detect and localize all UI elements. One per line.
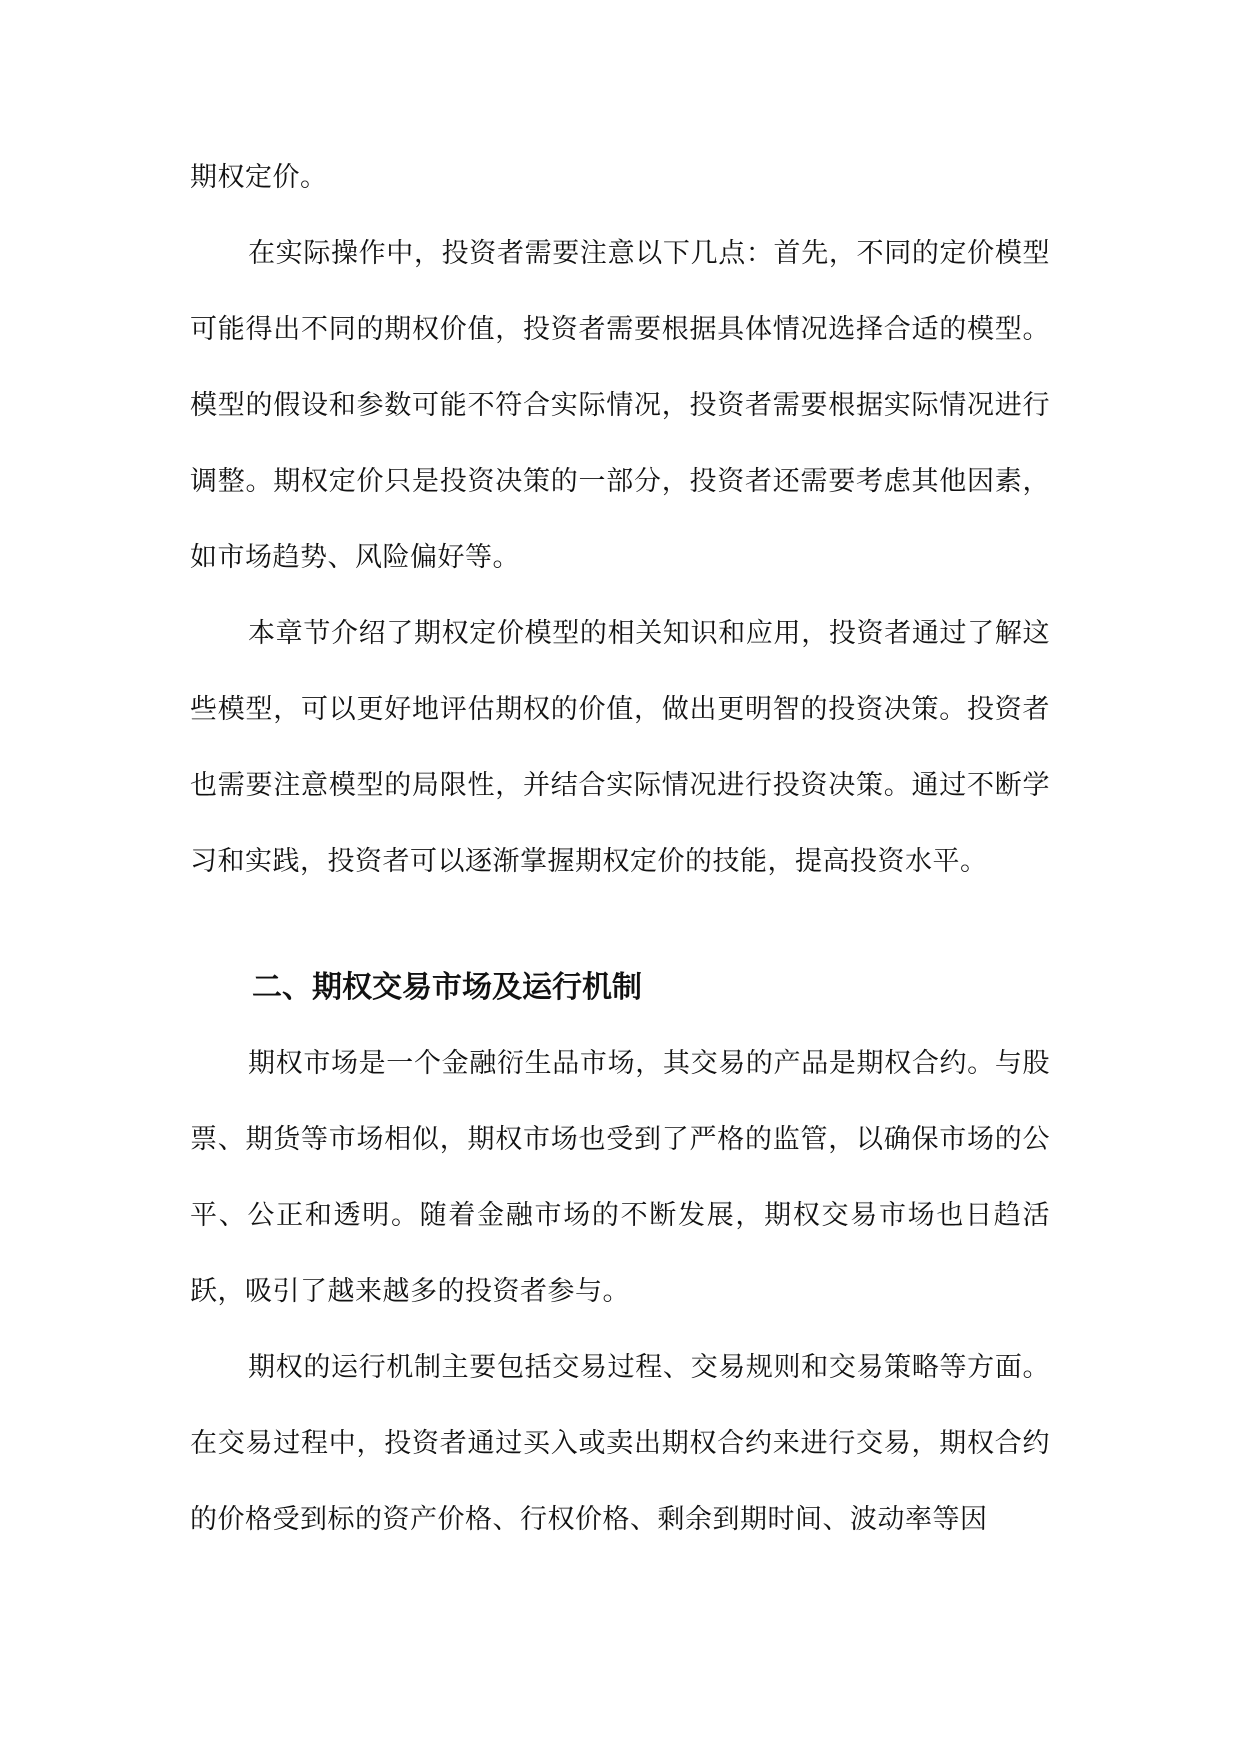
document-body xyxy=(190,140,1050,1558)
section-heading: 二、期权交易市场及运行机制 xyxy=(252,970,642,1005)
paragraph-practical-notes: 在实际操作中，投资者需要注意以下几点：首先，不同的定价模型可能得出不同的期权价值，投资者需要根据具体情况选择合适的模型。模型的假设和参数可能不符合实际情况，投资者需要根据实际情况进行调整。期权定价只是投资决策的一部分，投资者还需要考虑其他因素，如市场趋势、风险偏好等。 xyxy=(190,238,1050,573)
paragraph-chapter-summary: 本章节介绍了期权定价模型的相关知识和应用，投资者通过了解这些模型，可以更好地评估期权的价值，做出更明智的投资决策。投资者也需要注意模型的局限性，并结合实际情况进行投资决策。通过不断学习和实践，投资者可以逐渐掌握期权定价的技能，提高投资水平。 xyxy=(190,618,1050,877)
paragraph-operating-mechanism: 期权的运行机制主要包括交易过程、交易规则和交易策略等方面。在交易过程中，投资者通过买入或卖出期权合约来进行交易，期权合约的价格受到标的资产价格、行权价格、剩余到期时间、波动率等因 xyxy=(190,1352,1050,1535)
paragraph-market-overview: 期权市场是一个金融衍生品市场，其交易的产品是期权合约。与股票、期货等市场相似，期权市场也受到了严格的监管，以确保市场的公平、公正和透明。随着金融市场的不断发展，期权交易市场也日趋活跃，吸引了越来越多的投资者参与。 xyxy=(190,1048,1050,1307)
paragraph-continuation: 期权定价。 xyxy=(190,162,328,193)
